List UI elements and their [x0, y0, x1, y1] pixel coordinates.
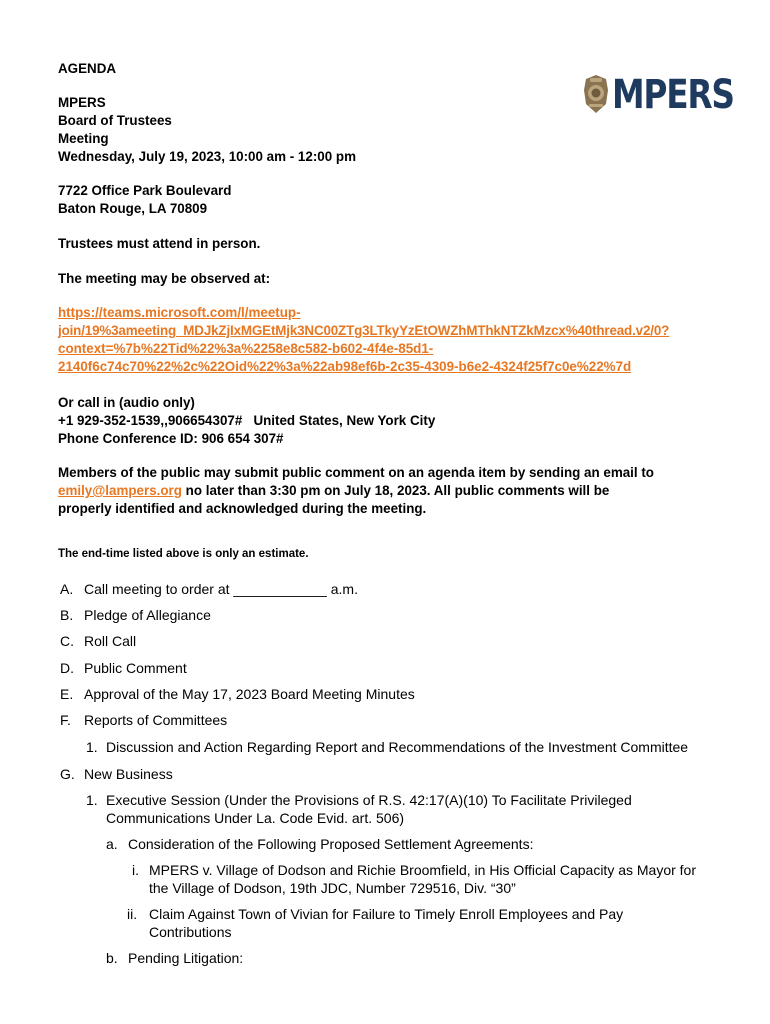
item-marker: i.: [132, 862, 139, 878]
item-text: Pending Litigation:: [128, 950, 244, 966]
observe-label: The meeting may be observed at:: [58, 271, 271, 286]
public-comment-line-2: [58, 482, 654, 500]
call-in-block: [58, 394, 435, 448]
item-text-line-2: the Village of Dodson, 19th JDC, Number 729516, Div. “30”: [149, 880, 516, 896]
item-text: Approval of the May 17, 2023 Board Meeting Minutes: [84, 686, 415, 702]
item-text-line-1: Executive Session (Under the Provisions of R.S. 42:17(A)(10) To Facilitate Privileged: [106, 792, 632, 808]
agenda-item-f: [60, 711, 228, 729]
item-marker: a.: [106, 836, 118, 852]
attendance-note: Trustees must attend in person.: [58, 236, 261, 251]
header-block: [58, 60, 356, 166]
agenda-item-e: [60, 685, 415, 703]
meeting-label: Meeting: [58, 131, 109, 146]
item-text: Reports of Committees: [84, 712, 228, 728]
email-link[interactable]: emily@lampers.org: [58, 483, 182, 498]
item-text-line-2: Communications Under La. Code Evid. art. 506): [106, 810, 405, 826]
org-name: MPERS: [58, 95, 106, 110]
agenda-item-f1: [86, 738, 689, 756]
agenda-item-d: [60, 659, 187, 677]
item-marker: 1.: [86, 739, 98, 755]
item-marker: E.: [60, 686, 74, 702]
address-line-1: 7722 Office Park Boulevard: [58, 183, 232, 198]
item-text: Pledge of Allegiance: [84, 607, 211, 623]
board-name: Board of Trustees: [58, 113, 172, 128]
public-comment-line-2-rest: no later than 3:30 pm on July 18, 2023. All public comments will be: [181, 483, 610, 498]
agenda-item-a: [60, 580, 358, 598]
item-marker: A.: [60, 581, 74, 597]
item-text-line-1: MPERS v. Village of Dodson and Richie Broomfield, in His Official Capacity as Mayor for: [149, 862, 697, 878]
item-marker: ii.: [127, 906, 138, 922]
estimate-note: The end-time listed above is only an estimate.: [58, 548, 309, 560]
item-text-line-2: Contributions: [149, 924, 232, 940]
badge-seal-icon: [582, 74, 610, 114]
agenda-item-g1a: [106, 835, 534, 853]
agenda-item-g: [60, 765, 173, 783]
agenda-item-g1b: [106, 949, 244, 967]
conference-id: Phone Conference ID: 906 654 307#: [58, 431, 284, 446]
agenda-item-g1ai: [132, 861, 697, 897]
item-text: Public Comment: [84, 660, 187, 676]
item-text: Call meeting to order at ____________ a.m.: [84, 581, 358, 597]
item-marker: G.: [60, 766, 75, 782]
item-text: New Business: [84, 766, 173, 782]
teams-link-line-4[interactable]: 2140f6c74c70%22%2c%22Oid%22%3a%22ab98ef6b-2c35-4309-b6e2-4324f25f7c0e%22%7d: [58, 359, 632, 374]
item-text: Roll Call: [84, 633, 137, 649]
item-text: Consideration of the Following Proposed Settlement Agreements:: [128, 836, 534, 852]
logo-wordmark: MPERS: [612, 72, 734, 118]
agenda-item-g1aii: [127, 905, 624, 941]
item-text-line-1: Claim Against Town of Vivian for Failure to Timely Enroll Employees and Pay: [149, 906, 624, 922]
agenda-item-b: [60, 606, 211, 624]
call-in-label: Or call in (audio only): [58, 395, 195, 410]
address-block: [58, 182, 231, 218]
teams-link-line-2[interactable]: join/19%3ameeting_MDJkZjIxMGEtMjk3NC00ZTg3LTkyYzEtOWZhMThkNTZkMzcx%40thread.v2/0?: [58, 323, 670, 338]
item-marker: F.: [60, 712, 71, 728]
item-text: Discussion and Action Regarding Report and Recommendations of the Investment Committee: [106, 739, 689, 755]
meeting-datetime: Wednesday, July 19, 2023, 10:00 am - 12:00 pm: [58, 149, 356, 164]
item-marker: C.: [60, 633, 74, 649]
teams-link-line-3[interactable]: context=%7b%22Tid%22%3a%2258e8c582-b602-4f4e-85d1-: [58, 341, 434, 356]
call-in-number: +1 929-352-1539,,906654307# United States, New York City: [58, 413, 436, 428]
teams-link-line-1[interactable]: https://teams.microsoft.com/l/meetup-: [58, 305, 301, 320]
mpers-logo: [582, 72, 734, 118]
public-comment-line-1: Members of the public may submit public comment on an agenda item by sending an email to: [58, 465, 654, 480]
teams-link-block[interactable]: [58, 304, 669, 376]
public-comment-block: [58, 464, 654, 518]
address-line-2: Baton Rouge, LA 70809: [58, 201, 208, 216]
item-marker: b.: [106, 950, 118, 966]
item-marker: 1.: [86, 792, 98, 808]
agenda-item-c: [60, 632, 137, 650]
agenda-title: AGENDA: [58, 61, 117, 76]
agenda-item-g1: [86, 791, 632, 827]
item-marker: B.: [60, 607, 74, 623]
public-comment-line-3: properly identified and acknowledged during the meeting.: [58, 501, 427, 516]
item-marker: D.: [60, 660, 74, 676]
